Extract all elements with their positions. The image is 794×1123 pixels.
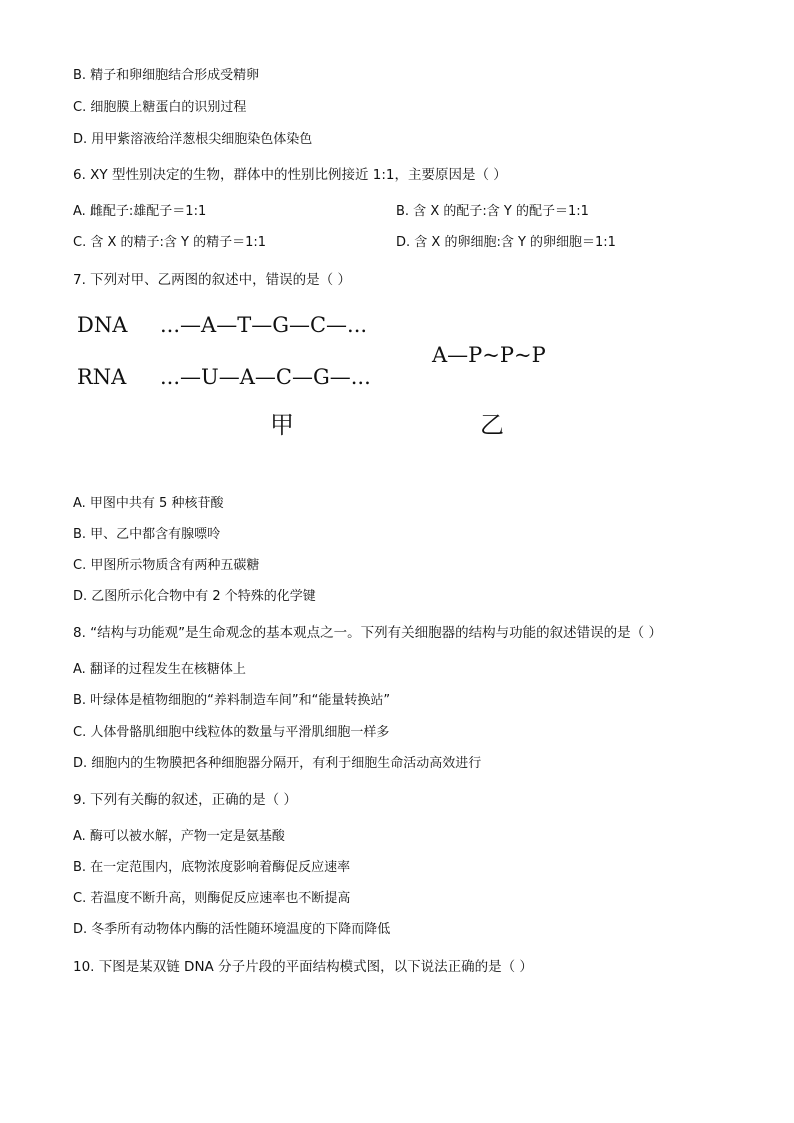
figure-dna-label: DNA [77, 313, 128, 337]
figure-rna-label: RNA [77, 365, 127, 389]
q9-stem: 9. 下列有关酶的叙述，正确的是（ ） [73, 792, 297, 808]
figure-atp-structure: A—P~P~P [432, 343, 546, 367]
figure-caption-yi: 乙 [480, 411, 504, 439]
q6-option-a: A. 雌配子:雄配子＝1:1 [73, 204, 207, 219]
q9-option-c: C. 若温度不断升高，则酶促反应速率也不断提高 [73, 891, 351, 906]
figure-caption-jia: 甲 [270, 411, 294, 439]
q10-stem: 10. 下图是某双链 DNA 分子片段的平面结构模式图，以下说法正确的是（ ） [73, 959, 533, 975]
q6-option-d: D. 含 X 的卵细胞:含 Y 的卵细胞＝1:1 [396, 235, 616, 250]
q7-option-d: D. 乙图所示化合物中有 2 个特殊的化学键 [73, 589, 316, 604]
q8-option-c: C. 人体骨骼肌细胞中线粒体的数量与平滑肌细胞一样多 [73, 725, 390, 740]
q9-option-d: D. 冬季所有动物体内酶的活性随环境温度的下降而降低 [73, 922, 391, 937]
q8-option-d: D. 细胞内的生物膜把各种细胞器分隔开，有利于细胞生命活动高效进行 [73, 756, 482, 771]
q7-option-b: B. 甲、乙中都含有腺嘌呤 [73, 527, 221, 542]
figure-rna-sequence: ...—U—A—C—G—... [160, 365, 371, 389]
q5-option-c: C. 细胞膜上糖蛋白的识别过程 [73, 100, 247, 115]
q6-option-b: B. 含 X 的配子:含 Y 的配子＝1:1 [396, 204, 589, 219]
q9-option-b: B. 在一定范围内，底物浓度影响着酶促反应速率 [73, 860, 351, 875]
q5-option-d: D. 用甲紫溶液给洋葱根尖细胞染色体染色 [73, 132, 313, 147]
q7-option-a: A. 甲图中共有 5 种核苷酸 [73, 496, 224, 511]
q7-stem: 7. 下列对甲、乙两图的叙述中，错误的是（ ） [73, 272, 351, 288]
q5-option-b: B. 精子和卵细胞结合形成受精卵 [73, 68, 260, 83]
q8-option-b: B. 叶绿体是植物细胞的“养料制造车间”和“能量转换站” [73, 693, 391, 708]
q9-option-a: A. 酶可以被水解，产物一定是氨基酸 [73, 829, 285, 844]
q8-option-a: A. 翻译的过程发生在核糖体上 [73, 662, 246, 677]
q8-stem: 8. “结构与功能观”是生命观念的基本观点之一。下列有关细胞器的结构与功能的叙述错误的是（ ） [73, 625, 662, 641]
q6-option-c: C. 含 X 的精子:含 Y 的精子＝1:1 [73, 235, 267, 250]
q6-stem: 6. XY 型性别决定的生物，群体中的性别比例接近 1:1，主要原因是（ ） [73, 167, 507, 183]
figure-dna-sequence: ...—A—T—G—C—... [160, 313, 368, 337]
q7-option-c: C. 甲图所示物质含有两种五碳糖 [73, 558, 260, 573]
